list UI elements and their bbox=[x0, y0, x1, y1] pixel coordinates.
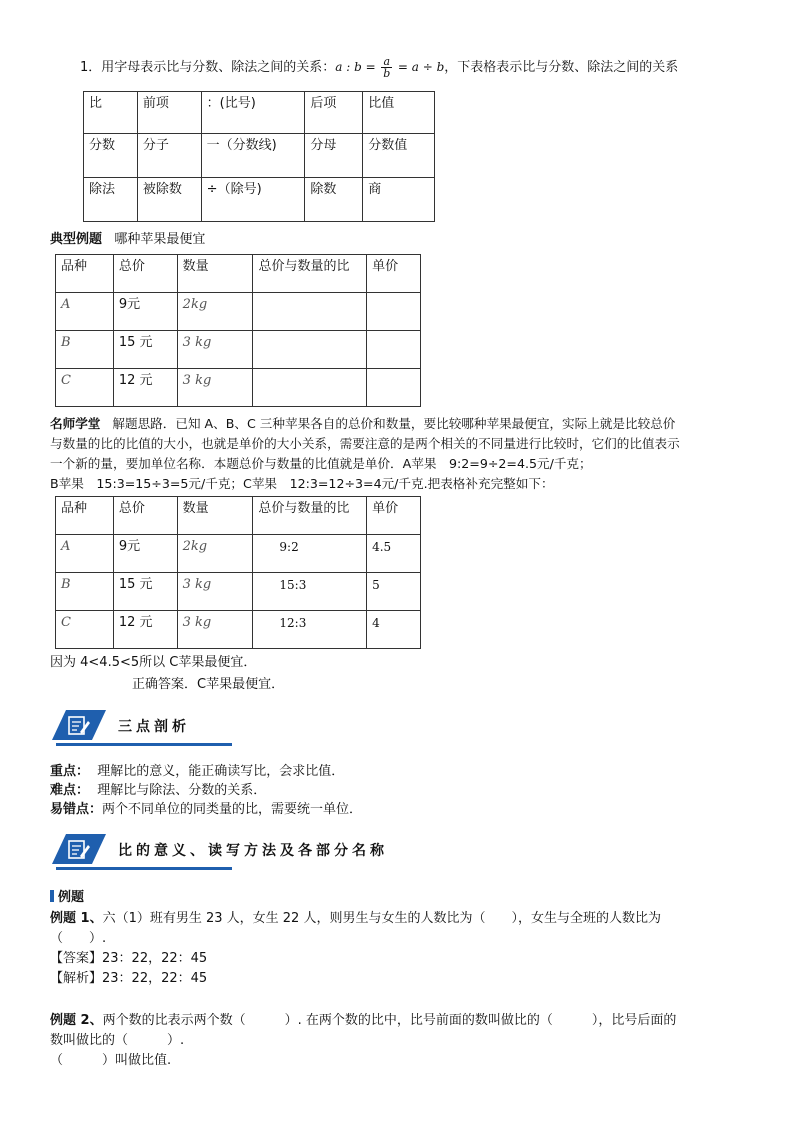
table-cell: C bbox=[56, 611, 114, 649]
table-cell: ÷（除号) bbox=[201, 178, 305, 222]
table-cell: 12 元 bbox=[113, 369, 177, 407]
apple-table bbox=[55, 254, 421, 407]
table-row bbox=[56, 611, 421, 649]
table-cell: ：(比号) bbox=[201, 92, 305, 134]
section-heading: 三点剖析 bbox=[118, 719, 190, 735]
example-1-text: 六（1）班有男生 23 人，女生 22 人，则男生与女生的人数比为（ ），女生与全班的人数比为 bbox=[102, 911, 661, 926]
table-cell: 分数值 bbox=[363, 134, 435, 178]
table-cell bbox=[367, 331, 421, 369]
example-1-answer: 【答案】23：22，22：45 bbox=[50, 951, 208, 966]
table-header-cell: 总价 bbox=[113, 497, 177, 535]
table-cell: B bbox=[56, 573, 114, 611]
table-header-cell: 单价 bbox=[367, 255, 421, 293]
table-cell: C bbox=[56, 369, 114, 407]
table-cell: 比值 bbox=[363, 92, 435, 134]
table-cell: A bbox=[56, 535, 114, 573]
table-header-cell: 总价与数量的比 bbox=[253, 497, 367, 535]
formula-left: a : b = bbox=[335, 60, 380, 74]
example-label: 典型例题 bbox=[50, 232, 103, 247]
point-label: 难点： bbox=[50, 783, 90, 798]
point-label: 重点： bbox=[50, 764, 90, 779]
table-cell: B bbox=[56, 331, 114, 369]
table-cell: 5 bbox=[367, 573, 421, 611]
table-row bbox=[84, 134, 435, 178]
table-cell: 分数 bbox=[84, 134, 138, 178]
point-text: 理解比与除法、分数的关系． bbox=[97, 783, 267, 798]
example-2-line-2: 数叫做比的（ ）. bbox=[50, 1033, 185, 1048]
analysis-line-1 bbox=[50, 414, 675, 434]
table-row bbox=[56, 331, 421, 369]
table-header-row bbox=[56, 255, 421, 293]
fraction bbox=[381, 56, 392, 79]
analysis-line-2: 与数量的比的比值的大小，也就是单价的大小关系，需要注意的是两个相关的不同量进行比较时，它们的比值表示 bbox=[50, 436, 680, 451]
table-cell bbox=[367, 369, 421, 407]
point-label: 易错点： bbox=[50, 802, 103, 817]
table-row bbox=[84, 178, 435, 222]
example-1-line-2: （ ）. bbox=[50, 931, 107, 946]
point-text: 两个不同单位的同类量的比，需要统一单位． bbox=[102, 802, 363, 817]
fraction-denominator: b bbox=[383, 67, 391, 80]
table-cell: 12:3 bbox=[253, 611, 367, 649]
example-2-text: 两个数的比表示两个数（ ）. 在两个数的比中，比号前面的数叫做比的（ ），比号后面的 bbox=[102, 1013, 677, 1028]
apple-table-filled bbox=[55, 496, 421, 649]
example-2-line-3: （ ）叫做比值. bbox=[50, 1053, 172, 1068]
analysis-label: 名师学堂 bbox=[50, 416, 101, 431]
point-difficult bbox=[50, 781, 266, 801]
table-cell: 2kg bbox=[177, 293, 253, 331]
banner-underline bbox=[56, 743, 232, 746]
example-1-explanation: 【解析】23：22，22：45 bbox=[50, 971, 208, 986]
table-cell: 4 bbox=[367, 611, 421, 649]
table-cell: 前项 bbox=[137, 92, 201, 134]
analysis-line-3: 一个新的量，要加单位名称．本题总价与数量的比值就是单价．A苹果 9:2=9÷2=4.5元/千克； bbox=[50, 456, 592, 471]
point-key bbox=[50, 762, 344, 782]
example-2-label: 例题 2、 bbox=[50, 1013, 103, 1028]
table-header-cell: 总价 bbox=[113, 255, 177, 293]
table-cell: 分母 bbox=[305, 134, 363, 178]
table-cell: 除数 bbox=[305, 178, 363, 222]
table-cell: 一（分数线) bbox=[201, 134, 305, 178]
table-cell: 9元 bbox=[113, 535, 177, 573]
table-header-cell: 数量 bbox=[177, 497, 253, 535]
intro-line bbox=[80, 56, 678, 79]
table-header-row bbox=[56, 497, 421, 535]
heading-marker bbox=[50, 890, 54, 902]
formula-right: = a ÷ b bbox=[394, 60, 445, 74]
table-cell: 15 元 bbox=[113, 573, 177, 611]
table-cell: 3 kg bbox=[177, 611, 253, 649]
analysis-line-4: B苹果 15:3=15÷3=5元/千克；C苹果 12:3=12÷3=4元/千克.把表格补充完整如下： bbox=[50, 476, 554, 491]
table-cell: 被除数 bbox=[137, 178, 201, 222]
table-row bbox=[56, 293, 421, 331]
example-1-label: 例题 1、 bbox=[50, 911, 103, 926]
point-error-prone bbox=[50, 800, 362, 820]
table-cell: 12 元 bbox=[113, 611, 177, 649]
table-cell: 3 kg bbox=[177, 331, 253, 369]
section-banner-analysis bbox=[52, 710, 232, 746]
banner-underline bbox=[56, 867, 232, 870]
table-cell bbox=[253, 369, 367, 407]
point-text: 理解比的意义，能正确读写比，会求比值． bbox=[97, 764, 345, 779]
table-header-cell: 品种 bbox=[56, 497, 114, 535]
intro-lead: 1．用字母表示比与分数、除法之间的关系： bbox=[80, 60, 336, 75]
table-row bbox=[56, 535, 421, 573]
table-cell: 4.5 bbox=[367, 535, 421, 573]
example-title-line bbox=[50, 230, 205, 250]
example-2-line-1 bbox=[50, 1011, 676, 1031]
table-cell: 商 bbox=[363, 178, 435, 222]
intro-tail: ，下表格表示比与分数、除法之间的关系 bbox=[444, 60, 679, 75]
examples-heading-text: 例题 bbox=[58, 890, 85, 905]
notepad-pencil-icon bbox=[66, 714, 92, 736]
table-cell: A bbox=[56, 293, 114, 331]
table-cell: 9元 bbox=[113, 293, 177, 331]
table-cell: 后项 bbox=[305, 92, 363, 134]
table-cell: 除法 bbox=[84, 178, 138, 222]
table-header-cell: 单价 bbox=[367, 497, 421, 535]
table-cell: 9:2 bbox=[253, 535, 367, 573]
fraction-numerator: a bbox=[383, 55, 391, 68]
conclusion-line-1: 因为 4<4.5<5所以 C苹果最便宜． bbox=[50, 655, 257, 670]
table-cell: 2kg bbox=[177, 535, 253, 573]
table-row bbox=[56, 369, 421, 407]
table-header-cell: 品种 bbox=[56, 255, 114, 293]
table-header-cell: 数量 bbox=[177, 255, 253, 293]
example-title: 哪种苹果最便宜 bbox=[114, 232, 206, 247]
analysis-text: 解题思路．已知 A、B、C 三种苹果各自的总价和数量，要比较哪种苹果最便宜，实际上就是比较总价 bbox=[112, 416, 676, 431]
table-cell: 分子 bbox=[137, 134, 201, 178]
relation-table bbox=[83, 91, 435, 222]
table-cell: 比 bbox=[84, 92, 138, 134]
table-cell: 3 kg bbox=[177, 573, 253, 611]
table-row bbox=[84, 92, 435, 134]
table-row bbox=[56, 573, 421, 611]
table-cell bbox=[253, 293, 367, 331]
table-cell: 15 元 bbox=[113, 331, 177, 369]
table-cell bbox=[367, 293, 421, 331]
conclusion-line-2: 正确答案．C苹果最便宜． bbox=[132, 677, 285, 692]
table-header-cell: 总价与数量的比 bbox=[253, 255, 367, 293]
section-banner-ratio bbox=[52, 834, 388, 870]
examples-heading bbox=[50, 888, 84, 908]
notepad-pencil-icon bbox=[66, 838, 92, 860]
table-cell: 15:3 bbox=[253, 573, 367, 611]
section-heading: 比的意义、读写方法及各部分名称 bbox=[118, 843, 388, 859]
table-cell bbox=[253, 331, 367, 369]
table-cell: 3 kg bbox=[177, 369, 253, 407]
example-1-line-1 bbox=[50, 909, 661, 929]
